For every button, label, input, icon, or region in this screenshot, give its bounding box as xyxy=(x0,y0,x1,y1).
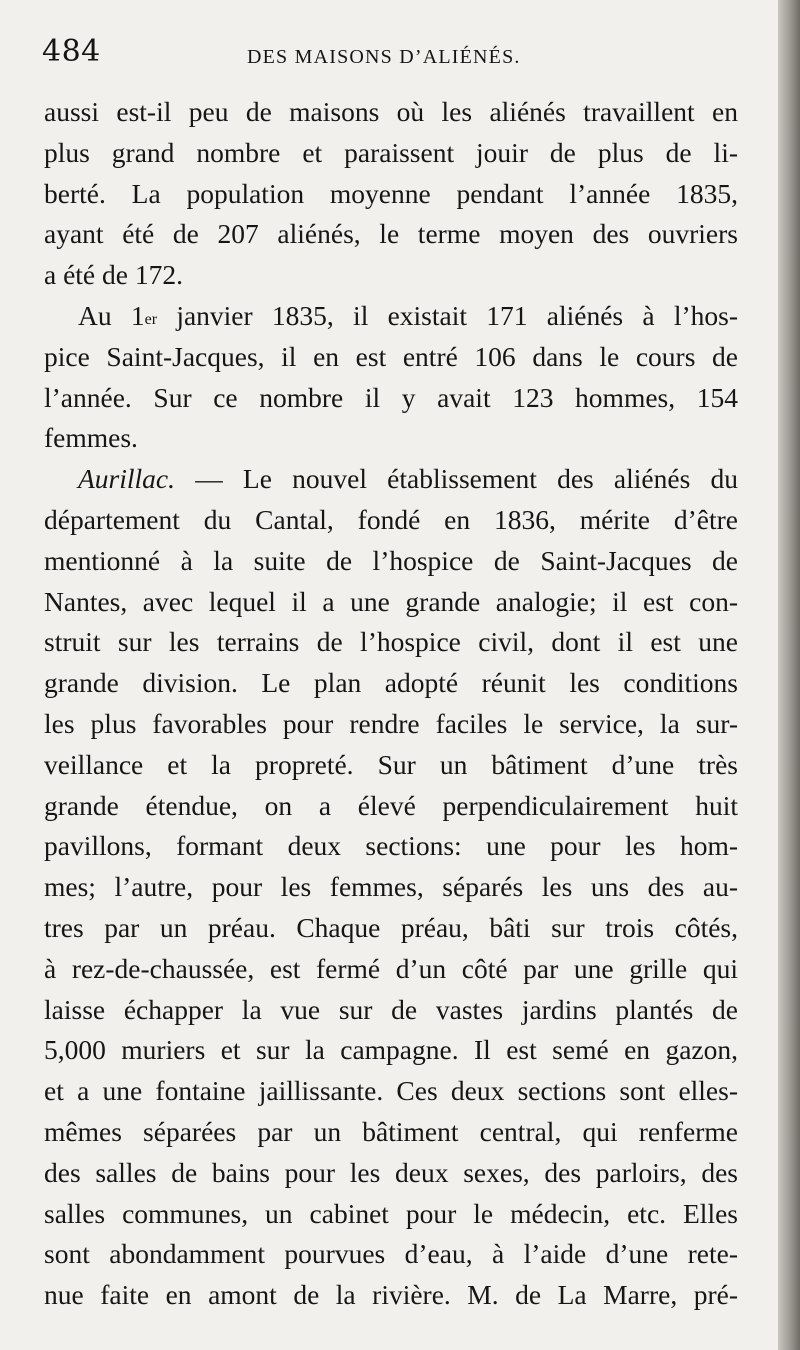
page-gutter-shadow xyxy=(778,0,800,1350)
text-fragment: Au 1 xyxy=(78,299,145,331)
text-line: ayant été de 207 aliénés, le terme moyen des ouvriers xyxy=(44,218,738,250)
body-text xyxy=(44,92,738,1316)
superscript: er xyxy=(144,310,158,328)
paragraph-first-line xyxy=(44,459,738,500)
text-line: salles communes, un cabinet pour le médecin, etc. Elles xyxy=(44,1197,738,1229)
text-line: département du Cantal, fondé en 1836, mérite d’être xyxy=(44,503,738,535)
text-line: pice Saint-Jacques, il en est entré 106 dans le cours de xyxy=(44,340,738,372)
paragraph-first-line xyxy=(44,296,738,337)
page-number: 484 xyxy=(42,34,101,69)
text-line: mêmes séparées par un bâtiment central, qui renferme xyxy=(44,1115,738,1147)
text-line: les plus favorables pour rendre faciles le service, la sur- xyxy=(44,707,738,739)
text-line: tres par un préau. Chaque préau, bâti sur trois côtés, xyxy=(44,911,738,943)
text-line: mentionné à la suite de l’hospice de Saint-Jacques de xyxy=(44,544,738,576)
text-line: 5,000 muriers et sur la campagne. Il est semé en gazon, xyxy=(44,1034,738,1066)
text-line: struit sur les terrains de l’hospice civil, dont il est une xyxy=(44,626,738,658)
text-line: Nantes, avec lequel il a une grande analogie; il est con- xyxy=(44,585,738,617)
text-fragment: janvier 1835, il existait 171 aliénés à l’hos- xyxy=(157,299,738,331)
text-line: aussi est-il peu de maisons où les aliénés travaillent en xyxy=(44,96,738,127)
text-line: grande division. Le plan adopté réunit les conditions xyxy=(44,667,738,699)
text-line: femmes. xyxy=(44,422,138,454)
text-line: l’année. Sur ce nombre il y avait 123 hommes, 154 xyxy=(44,381,738,413)
text-line: et a une fontaine jaillissante. Ces deux sections sont elles- xyxy=(44,1075,738,1107)
text-line: laisse échapper la vue sur de vastes jardins plantés de xyxy=(44,993,738,1025)
text-fragment: — Le nouvel établissement des aliénés du xyxy=(175,463,738,495)
text-line: plus grand nombre et paraissent jouir de plus de li- xyxy=(44,136,738,168)
text-line: berté. La population moyenne pendant l’année 1835, xyxy=(44,177,738,209)
text-line: à rez-de-chaussée, est fermé d’un côté par une grille qui xyxy=(44,952,738,984)
text-line: pavillons, formant deux sections: une pour les hom- xyxy=(44,830,738,862)
running-head xyxy=(42,30,734,84)
text-line: sont abondamment pourvues d’eau, à l’aide d’une rete- xyxy=(44,1238,738,1270)
text-line: des salles de bains pour les deux sexes, des parloirs, des xyxy=(44,1156,738,1188)
text-line: grande étendue, on a élevé perpendiculairement huit xyxy=(44,789,738,821)
text-line: mes; l’autre, pour les femmes, séparés les uns des au- xyxy=(44,871,738,903)
text-line: nue faite en amont de la rivière. M. de La Marre, pré- xyxy=(44,1279,738,1311)
place-name: Aurillac. xyxy=(78,463,176,495)
text-line: a été de 172. xyxy=(44,259,183,291)
running-title: DES MAISONS D’ALIÉNÉS. xyxy=(247,46,521,68)
text-line: veillance et la propreté. Sur un bâtiment d’une très xyxy=(44,748,738,780)
